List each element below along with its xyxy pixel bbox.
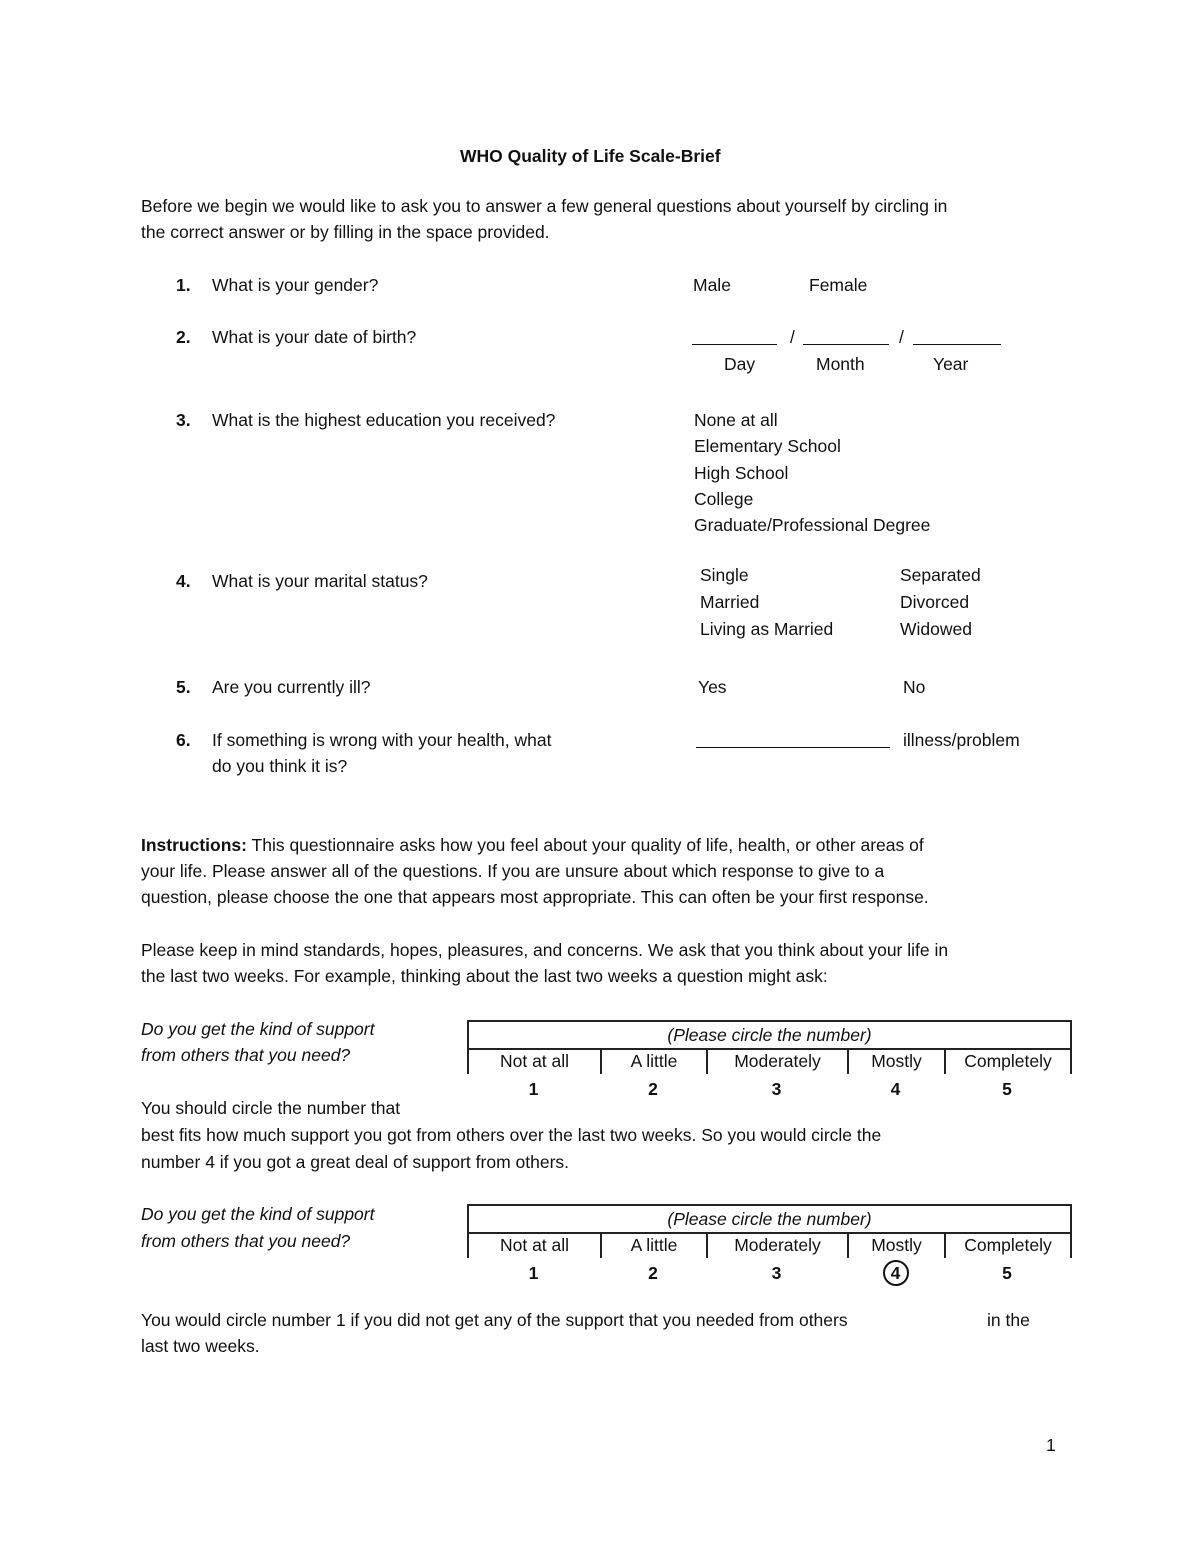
intro-line: Before we begin we would like to ask you to answer a few general questions about yourself by circling in bbox=[141, 196, 948, 216]
scale-label: Mostly bbox=[847, 1232, 944, 1258]
question-text: Are you currently ill? bbox=[212, 677, 371, 697]
scale-label: Completely bbox=[944, 1232, 1072, 1258]
scale-number[interactable]: 4 bbox=[890, 1079, 901, 1099]
scale-label: Not at all bbox=[467, 1048, 600, 1074]
scale-label: A little bbox=[600, 1232, 706, 1258]
option[interactable]: Widowed bbox=[900, 619, 972, 639]
scale-number[interactable]: 1 bbox=[528, 1079, 539, 1099]
instructions-text: This questionnaire asks how you feel about your quality of life, health, or other areas of bbox=[246, 835, 924, 855]
option[interactable]: Elementary School bbox=[694, 436, 841, 456]
page-number: 1 bbox=[1046, 1435, 1056, 1455]
illness-field[interactable] bbox=[696, 747, 890, 748]
instructions-line bbox=[141, 832, 924, 858]
scale-number[interactable]: 2 bbox=[648, 1079, 658, 1099]
scale-number[interactable]: 3 bbox=[771, 1079, 782, 1099]
paragraph-line: Please keep in mind standards, hopes, pleasures, and concerns. We ask that you think about your life in bbox=[141, 940, 949, 960]
scale-number[interactable]: 3 bbox=[771, 1263, 782, 1283]
circled-number: 4 bbox=[883, 1260, 909, 1286]
explain-line: number 4 if you got a great deal of support from others. bbox=[141, 1152, 570, 1172]
option-female[interactable]: Female bbox=[809, 275, 868, 295]
illness-suffix: illness/problem bbox=[903, 730, 1020, 750]
question-text: What is your marital status? bbox=[212, 571, 428, 591]
option-male[interactable]: Male bbox=[693, 275, 731, 295]
date-separator: / bbox=[899, 327, 904, 347]
option[interactable]: Separated bbox=[900, 565, 981, 585]
scale-number[interactable]: 2 bbox=[648, 1263, 658, 1283]
question-text: What is your gender? bbox=[212, 275, 379, 295]
question-text: do you think it is? bbox=[212, 756, 348, 776]
scale-label: Moderately bbox=[706, 1232, 847, 1258]
paragraph-line: the last two weeks. For example, thinking about the last two weeks a question might ask: bbox=[141, 966, 828, 986]
day-field[interactable] bbox=[692, 344, 777, 345]
scale-number-circled[interactable] bbox=[847, 1260, 944, 1286]
question-text: What is the highest education you received? bbox=[212, 410, 556, 430]
example-question: from others that you need? bbox=[141, 1045, 351, 1065]
scale-header: (Please circle the number) bbox=[467, 1204, 1072, 1234]
scale-number[interactable]: 1 bbox=[528, 1263, 539, 1283]
option[interactable]: Divorced bbox=[900, 592, 970, 612]
instructions-line: question, please choose the one that appears most appropriate. This can often be your first response. bbox=[141, 887, 929, 907]
question-number: 4. bbox=[176, 571, 191, 591]
closing-line: last two weeks. bbox=[141, 1336, 260, 1356]
question-text: If something is wrong with your health, what bbox=[212, 730, 552, 750]
option[interactable]: None at all bbox=[694, 410, 778, 430]
month-label: Month bbox=[816, 354, 865, 374]
page-title: WHO Quality of Life Scale-Brief bbox=[460, 146, 721, 166]
instructions-line: your life. Please answer all of the questions. If you are unsure about which response to give to a bbox=[141, 861, 885, 881]
explain-line: You should circle the number that bbox=[141, 1098, 401, 1118]
date-separator: / bbox=[790, 327, 795, 347]
option[interactable]: Married bbox=[700, 592, 760, 612]
option[interactable]: Living as Married bbox=[700, 619, 834, 639]
option[interactable]: College bbox=[694, 489, 754, 509]
example-question: from others that you need? bbox=[141, 1231, 351, 1251]
question-number: 3. bbox=[176, 410, 191, 430]
scale-number[interactable]: 5 bbox=[1002, 1079, 1012, 1099]
closing-line: You would circle number 1 if you did not get any of the support that you needed from others bbox=[141, 1310, 848, 1330]
year-label: Year bbox=[933, 354, 969, 374]
option[interactable]: Single bbox=[700, 565, 749, 585]
question-number: 5. bbox=[176, 677, 191, 697]
explain-line: best fits how much support you got from others over the last two weeks. So you would circle the bbox=[141, 1125, 882, 1145]
year-field[interactable] bbox=[913, 344, 1001, 345]
question-number: 2. bbox=[176, 327, 191, 347]
question-number: 1. bbox=[176, 275, 191, 295]
instructions-label: Instructions: bbox=[141, 835, 247, 855]
option[interactable]: Graduate/Professional Degree bbox=[694, 515, 931, 535]
scale-label: A little bbox=[600, 1048, 706, 1074]
scale-label: Completely bbox=[944, 1048, 1072, 1074]
option-no[interactable]: No bbox=[903, 677, 926, 697]
scale-label: Mostly bbox=[847, 1048, 944, 1074]
question-text: What is your date of birth? bbox=[212, 327, 417, 347]
month-field[interactable] bbox=[803, 344, 889, 345]
intro-line: the correct answer or by filling in the space provided. bbox=[141, 222, 550, 242]
example-question: Do you get the kind of support bbox=[141, 1019, 375, 1039]
option[interactable]: High School bbox=[694, 463, 789, 483]
scale-header: (Please circle the number) bbox=[467, 1020, 1072, 1050]
scale-label: Not at all bbox=[467, 1232, 600, 1258]
closing-line: in the bbox=[987, 1310, 1030, 1330]
question-number: 6. bbox=[176, 730, 191, 750]
option-yes[interactable]: Yes bbox=[698, 677, 727, 697]
scale-label: Moderately bbox=[706, 1048, 847, 1074]
day-label: Day bbox=[724, 354, 756, 374]
example-question: Do you get the kind of support bbox=[141, 1204, 375, 1224]
scale-number[interactable]: 5 bbox=[1002, 1263, 1012, 1283]
